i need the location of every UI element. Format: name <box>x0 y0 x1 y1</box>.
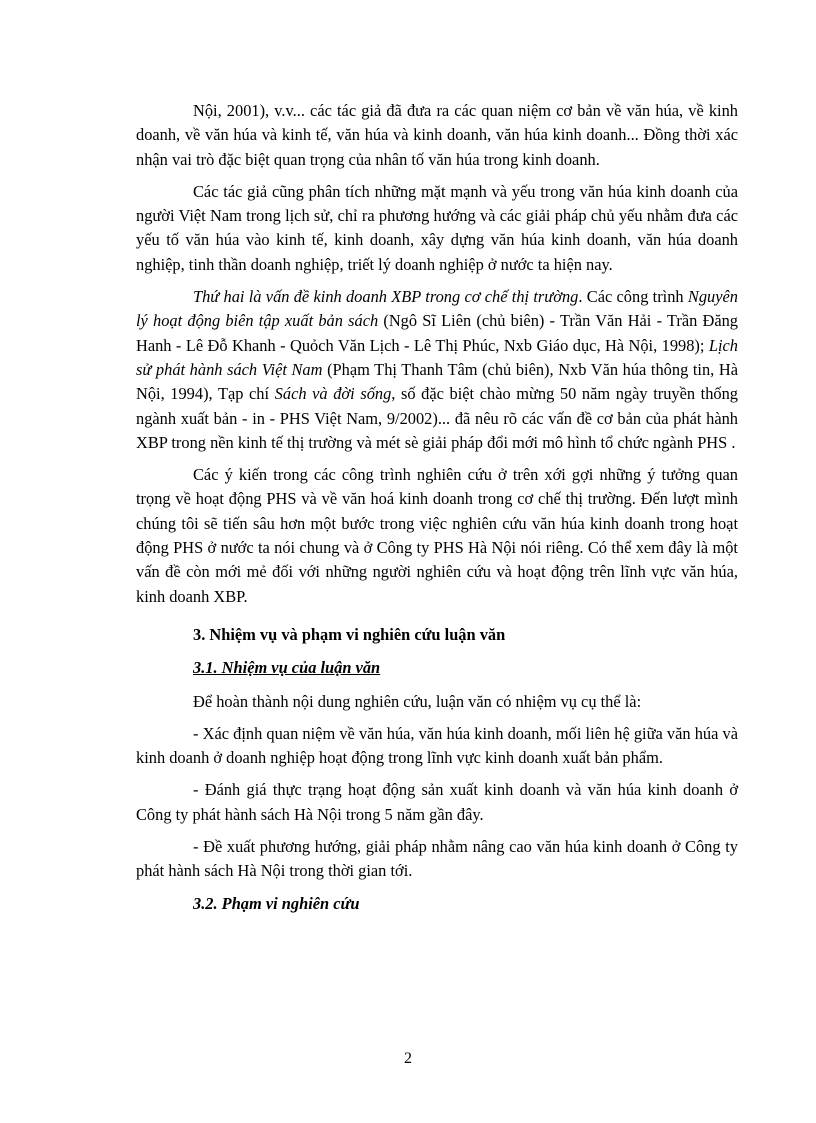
bullet-item-1: - Xác định quan niệm về văn húa, văn húa kinh doanh, mối liên hệ giữa văn húa và kinh doanh ở doanh nghiệp hoạt động trong lĩnh vực kinh doanh xuất bản phẩm. <box>136 723 738 768</box>
paragraph-2: Các tác giả cũng phân tích những mặt mạnh và yếu trong văn húa kinh doanh của người Việt Nam trong lịch sử, chỉ ra phương hướng và các giải pháp chủ yếu nhằm đưa các yếu tố văn húa vào kinh tế, kinh doanh, xây dựng văn húa kinh doanh, văn húa doanh nghiệp, tinh thần doanh nghiệp, triết lý doanh nghiệp ở nước ta hiện nay. <box>136 181 738 274</box>
text-run: . Các công trình <box>578 287 688 307</box>
paragraph-5: Để hoàn thành nội dung nghiên cứu, luận văn có nhiệm vụ cụ thể là: <box>193 691 642 711</box>
page-number: 2 <box>404 1050 412 1067</box>
paragraph-1: Nội, 2001), v.v... các tác giả đã đưa ra các quan niệm cơ bản về văn húa, về kinh doanh, về văn húa và kinh tế, văn húa và kinh doanh, văn húa kinh doanh... Đồng thời xác nhận vai trò đặc biệt quan trọng của nhân tố văn húa trong kinh doanh. <box>136 101 738 169</box>
bullet-item-3: - Đề xuất phương hướng, giải pháp nhằm nâng cao văn húa kinh doanh ở Công ty phát hành sách Hà Nội trong thời gian tới. <box>136 837 738 881</box>
book-title: Lịch sử phát hành sách Việt Nam <box>136 335 738 379</box>
paragraph-4: Các ý kiến trong các công trình nghiên cứu ở trên xới gợi những ý tưởng quan trọng về hoạt động PHS và về văn hoá kinh doanh trong cơ chế thị trường. Đến lượt mình chúng tôi sẽ tiến sâu hơn một bước trong việc nghiên cứu văn húa kinh doanh trong hoạt động PHS ở nước ta nói chung và ở Công ty PHS Hà Nội nói riêng. Có thể xem đây là một vấn đề còn mới mẻ đối với những người nghiên cứu và hoạt động trên lĩnh vực văn húa, kinh doanh XBP. <box>136 465 738 606</box>
italic-topic: Thứ hai là vấn đề kinh doanh XBP trong cơ chế thị trường <box>193 287 579 307</box>
paragraph-3 <box>136 285 738 455</box>
book-title: Nguyên lý hoạt động biên tập xuất bản sách <box>136 287 738 331</box>
subsection-heading-3-2: 3.2. Phạm vi nghiên cứu <box>193 893 360 913</box>
text-run: (Phạm Thị Thanh Tâm (chủ biên), Nxb Văn húa thông tin, Hà Nội, 1994), Tạp chí <box>136 359 738 404</box>
section-heading: 3. Nhiệm vụ và phạm vi nghiên cứu luận văn <box>193 624 506 644</box>
bullet-item-2: - Đánh giá thực trạng hoạt động sản xuất kinh doanh và văn húa kinh doanh ở Công ty phát hành sách Hà Nội trong 5 năm gần đây. <box>136 780 738 824</box>
magazine-title: Sách và đời sống <box>274 384 392 404</box>
text-run: , số đặc biệt chào mừng 50 năm ngày truyền thống ngành xuất bản - in - PHS Việt Nam, 9/2002)... đã nêu rõ các vấn đề cơ bản của phát hành XBP trong nền kinh tế thị trường và mét sè giải pháp đổi mới mô hình tổ chức ngành PHS . <box>136 384 739 452</box>
subsection-title: 3.1. Nhiệm vụ của luận văn <box>193 658 381 678</box>
text-run: (Ngô Sĩ Liên (chủ biên) - Trần Văn Hải - Trần Đăng Hanh - Lê Đỗ Khanh - Quỏch Văn Lịch - Lê Thị Phúc, Nxb Giáo dục, Hà Nội, 1998); <box>136 311 738 355</box>
page-content <box>136 99 738 925</box>
subsection-heading-3-1 <box>193 656 738 680</box>
